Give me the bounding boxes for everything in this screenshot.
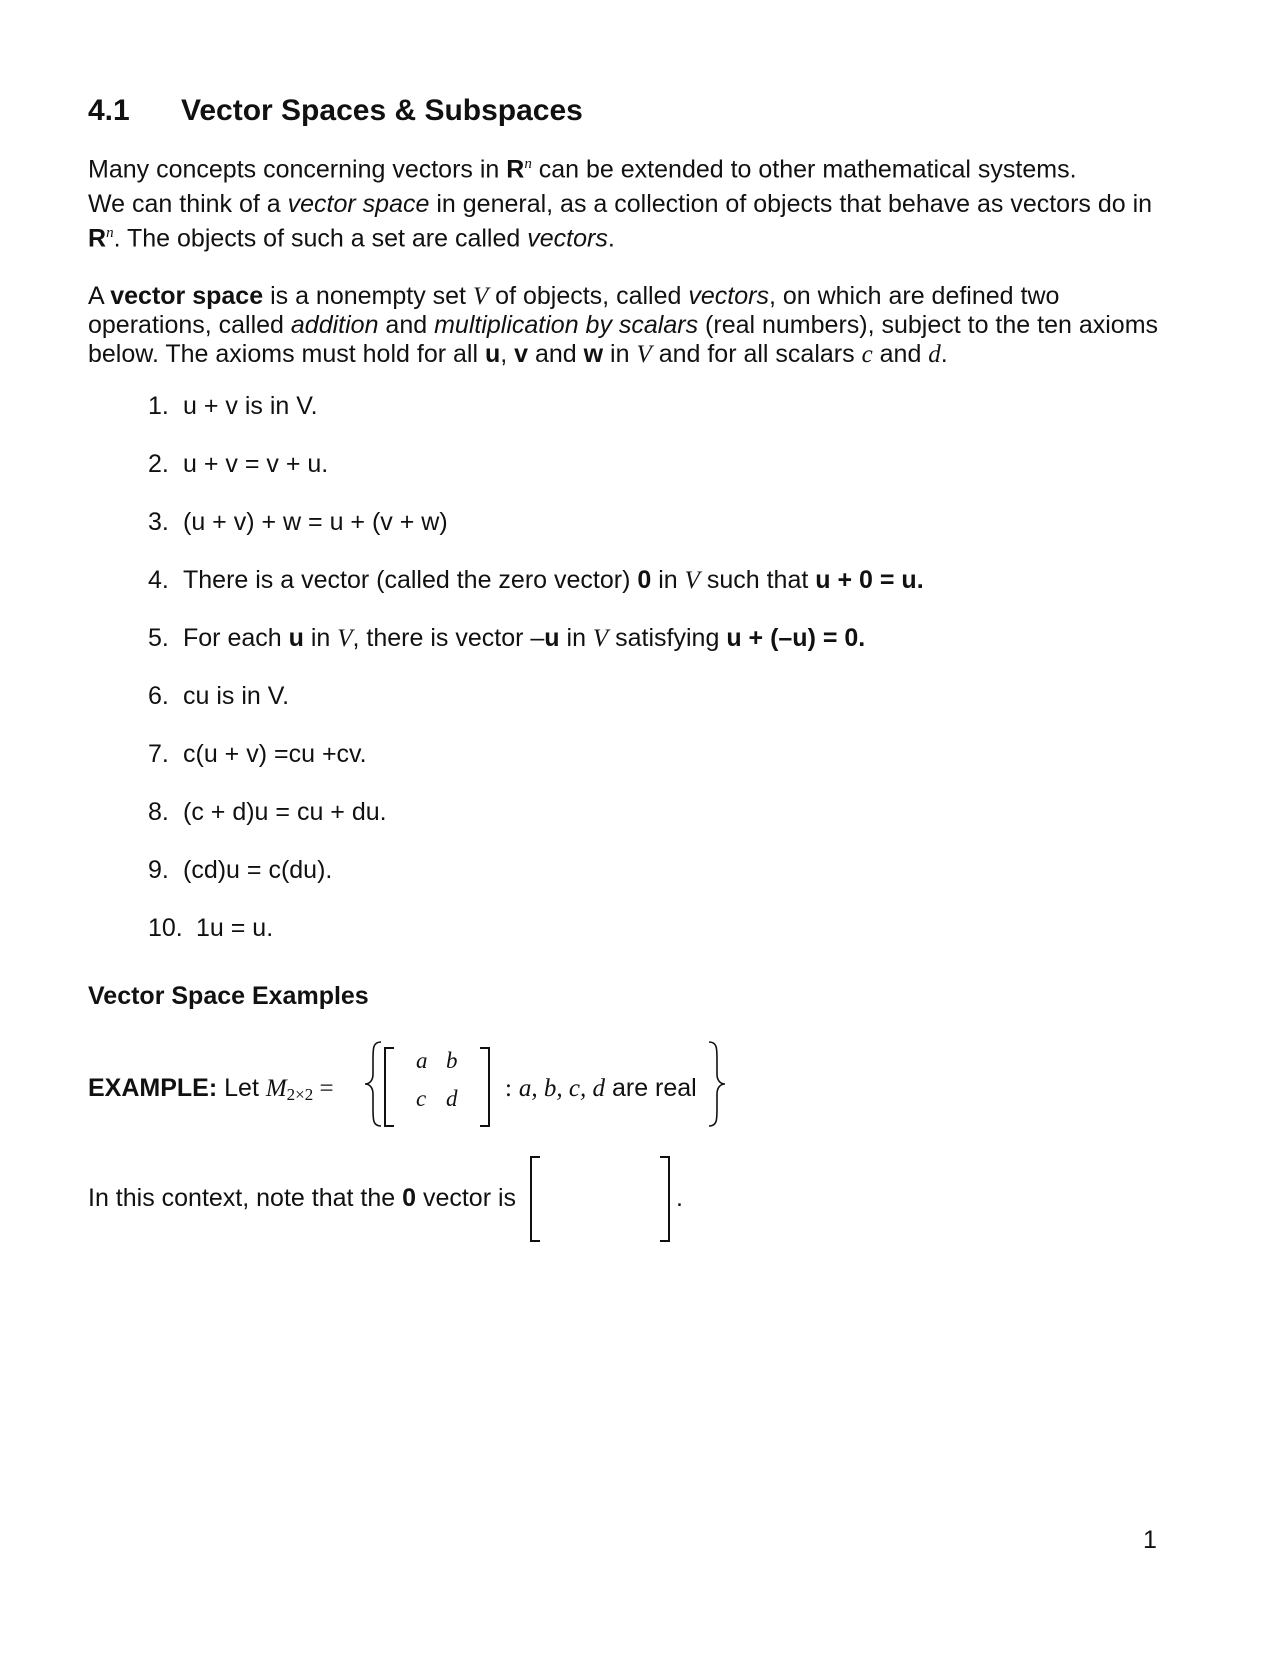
example-label: EXAMPLE: bbox=[88, 1074, 218, 1102]
intro-text: . bbox=[607, 224, 615, 253]
matrix-right-bracket bbox=[480, 1047, 490, 1127]
axiom-2 bbox=[148, 450, 328, 479]
term-vector-space: vector space bbox=[287, 190, 430, 218]
def-text: and for all scalars bbox=[651, 340, 862, 368]
definition-paragraph bbox=[88, 282, 1228, 369]
axiom-10 bbox=[148, 914, 273, 943]
axiom-6 bbox=[148, 682, 289, 711]
matrix-left-bracket bbox=[384, 1047, 394, 1127]
axiom-text: (c + d)u = cu + du. bbox=[183, 798, 387, 826]
set-colon: : bbox=[505, 1075, 512, 1102]
axiom-number: 10. bbox=[148, 914, 183, 942]
zero-line-text: vector is bbox=[416, 1184, 517, 1212]
intro-text: We can think of a bbox=[88, 190, 288, 218]
axiom-8 bbox=[148, 798, 387, 827]
superscript-n: n bbox=[524, 156, 532, 172]
axiom-number: 2. bbox=[148, 450, 169, 478]
zero-vector: 0 bbox=[402, 1184, 416, 1212]
def-text: below. The axioms must hold for all bbox=[88, 340, 485, 368]
def-text: . bbox=[940, 340, 948, 368]
matrix-entry-d: d bbox=[446, 1086, 458, 1111]
scalar-d: d bbox=[928, 341, 941, 368]
axiom-text: u + v is in V. bbox=[183, 392, 318, 420]
vector-u: u bbox=[484, 340, 501, 368]
vector-u: u bbox=[544, 624, 560, 652]
set-variables: a, b, c, d bbox=[518, 1075, 606, 1102]
def-text: is a nonempty set bbox=[263, 282, 473, 310]
superscript-n: n bbox=[106, 225, 114, 241]
intro-text: in general, as a collection of objects that behave as vectors do in bbox=[429, 190, 1153, 218]
set-v: V bbox=[472, 283, 489, 310]
intro-text: Many concepts concerning vectors in bbox=[88, 155, 507, 184]
page-number: 1 bbox=[1143, 1526, 1157, 1554]
set-v: V bbox=[684, 567, 700, 594]
intro-paragraph-1 bbox=[88, 150, 1077, 184]
axiom-text: in bbox=[651, 566, 685, 594]
axiom-equation: u + (–u) = 0. bbox=[726, 624, 866, 652]
reals-symbol: R bbox=[88, 224, 107, 253]
axiom-number: 4. bbox=[148, 566, 169, 594]
term-vectors: vectors bbox=[688, 282, 769, 310]
vector-w: w bbox=[583, 340, 604, 368]
def-text: and bbox=[528, 340, 584, 368]
axiom-9 bbox=[148, 856, 332, 885]
matrix-entry-b: b bbox=[446, 1048, 458, 1073]
intro-text: . The objects of such a set are called bbox=[113, 224, 528, 253]
term-vectors: vectors bbox=[527, 224, 608, 253]
intro-text: can be extended to other mathematical systems. bbox=[531, 155, 1077, 184]
blank-matrix-right-bracket bbox=[660, 1156, 670, 1242]
term-scalar-multiplication: multiplication by scalars bbox=[434, 311, 699, 339]
section-number: 4.1 bbox=[88, 94, 130, 127]
axiom-3 bbox=[148, 508, 448, 537]
def-text: , on which are defined two bbox=[768, 282, 1060, 310]
axiom-equation: u + 0 = u. bbox=[815, 566, 924, 594]
axiom-text: 1u = u. bbox=[196, 914, 274, 942]
term-vector-space-bold: vector space bbox=[110, 282, 264, 310]
set-condition bbox=[505, 1074, 697, 1103]
axiom-text: in bbox=[303, 624, 338, 652]
axiom-4 bbox=[148, 566, 924, 595]
matrix-space-subscript: 2×2 bbox=[286, 1085, 314, 1104]
examples-heading: Vector Space Examples bbox=[88, 982, 369, 1010]
axiom-text: in bbox=[559, 624, 593, 652]
axiom-number: 7. bbox=[148, 740, 169, 768]
example-text: Let bbox=[224, 1074, 266, 1102]
section-title: Vector Spaces & Subspaces bbox=[181, 94, 583, 127]
scalar-c: c bbox=[861, 341, 873, 368]
equals-sign: = bbox=[313, 1075, 334, 1102]
axiom-number: 5. bbox=[148, 624, 169, 652]
def-text: and bbox=[378, 311, 435, 339]
left-brace-icon bbox=[362, 1040, 384, 1128]
set-v: V bbox=[636, 341, 652, 368]
vector-v: v bbox=[514, 340, 529, 368]
reals-symbol: R bbox=[506, 155, 525, 184]
blank-matrix-left-bracket bbox=[530, 1156, 540, 1242]
axiom-number: 6. bbox=[148, 682, 169, 710]
axiom-text: c(u + v) =cu +cv. bbox=[183, 740, 367, 768]
zero-line-period: . bbox=[676, 1184, 683, 1212]
axiom-text: (u + v) + w = u + (v + w) bbox=[183, 508, 448, 536]
axiom-7 bbox=[148, 740, 367, 769]
matrix-space-symbol: M bbox=[265, 1075, 287, 1102]
axiom-text: cu is in V. bbox=[183, 682, 290, 710]
example-statement bbox=[88, 1074, 334, 1103]
def-text: and bbox=[872, 340, 929, 368]
axiom-text: u + v = v + u. bbox=[183, 450, 329, 478]
set-v: V bbox=[337, 625, 353, 652]
zero-vector-statement bbox=[88, 1184, 516, 1213]
intro-paragraph-2 bbox=[88, 190, 1208, 253]
set-v: V bbox=[592, 625, 609, 652]
def-text: of objects, called bbox=[488, 282, 689, 310]
axiom-number: 3. bbox=[148, 508, 169, 536]
set-condition-text: are real bbox=[605, 1074, 697, 1102]
axiom-text: such that bbox=[699, 566, 816, 594]
axiom-number: 8. bbox=[148, 798, 169, 826]
axiom-text: For each bbox=[183, 624, 289, 652]
def-text: operations, called bbox=[88, 311, 291, 339]
matrix-entry-a: a bbox=[416, 1048, 428, 1073]
zero-vector: 0 bbox=[637, 566, 652, 594]
axiom-text: (cd)u = c(du). bbox=[183, 856, 333, 884]
def-text: in bbox=[603, 340, 637, 368]
axiom-text: There is a vector (called the zero vector) bbox=[183, 566, 638, 594]
axiom-5 bbox=[148, 624, 865, 653]
axiom-1 bbox=[148, 392, 318, 421]
axiom-number: 1. bbox=[148, 392, 169, 420]
def-text: , bbox=[500, 340, 515, 368]
term-addition: addition bbox=[290, 311, 379, 339]
axiom-number: 9. bbox=[148, 856, 169, 884]
matrix-entry-c: c bbox=[416, 1086, 427, 1111]
def-text: A bbox=[88, 282, 111, 310]
def-text: (real numbers), subject to the ten axioms bbox=[698, 311, 1159, 339]
vector-u: u bbox=[288, 624, 304, 652]
axiom-text: satisfying bbox=[608, 624, 727, 652]
axiom-text: , there is vector – bbox=[352, 624, 545, 652]
zero-line-text: In this context, note that the bbox=[88, 1184, 403, 1212]
right-brace-icon bbox=[706, 1040, 728, 1128]
